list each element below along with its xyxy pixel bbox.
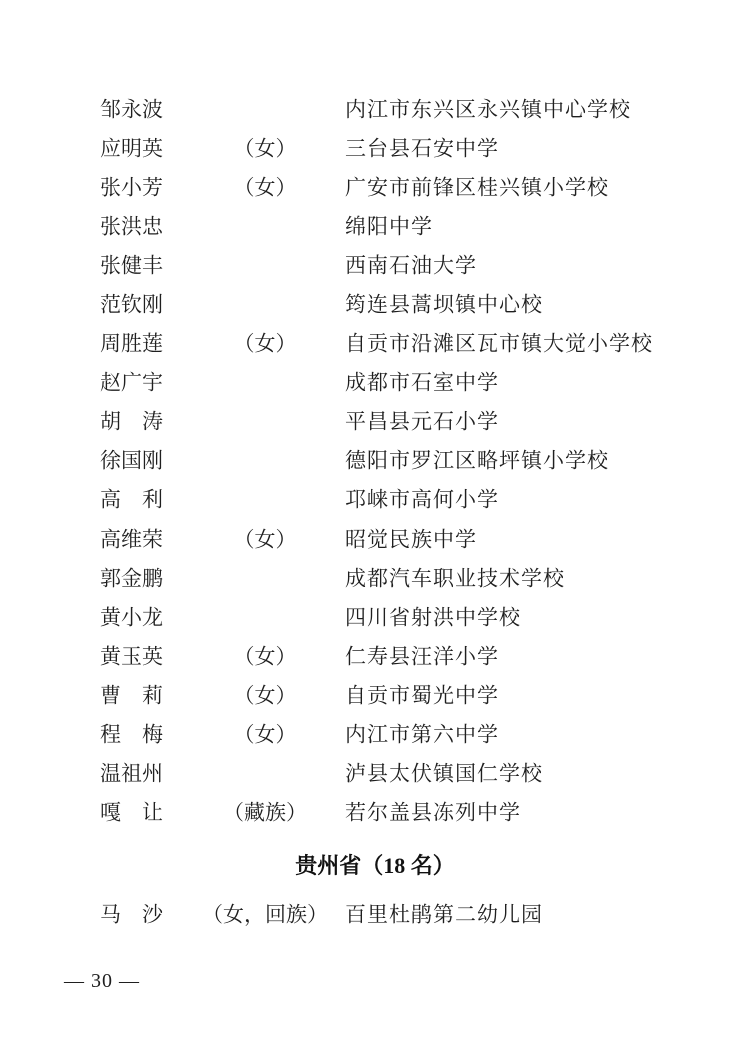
person-name: 黄玉英 <box>100 644 163 669</box>
roster-row <box>0 129 750 168</box>
person-name: 应明英 <box>100 136 163 161</box>
person-note: （女） <box>233 175 297 200</box>
person-name: 高维荣 <box>100 527 163 552</box>
person-organization: 自贡市蜀光中学 <box>345 683 499 708</box>
person-organization: 若尔盖县冻列中学 <box>345 800 521 825</box>
person-name: 范钦刚 <box>100 292 163 317</box>
roster-row <box>0 246 750 285</box>
person-organization: 广安市前锋区桂兴镇小学校 <box>345 175 609 200</box>
roster-row <box>0 403 750 442</box>
person-organization: 泸县太伏镇国仁学校 <box>345 761 543 786</box>
person-organization: 平昌县元石小学 <box>345 409 499 434</box>
person-organization: 内江市第六中学 <box>345 722 499 747</box>
roster-row <box>0 559 750 598</box>
roster-row <box>0 755 750 794</box>
person-name: 曹 莉 <box>100 683 163 708</box>
person-name: 徐国刚 <box>100 448 163 473</box>
person-organization: 筠连县蒿坝镇中心校 <box>345 292 543 317</box>
person-organization: 百里杜鹃第二幼儿园 <box>345 902 543 927</box>
person-note: （女） <box>233 136 297 161</box>
roster-row <box>0 285 750 324</box>
person-name: 马 沙 <box>100 902 163 927</box>
roster-row <box>0 598 750 637</box>
roster-row <box>0 481 750 520</box>
roster-row <box>0 207 750 246</box>
roster-row <box>0 364 750 403</box>
person-name: 周胜莲 <box>100 331 163 356</box>
person-name: 张洪忠 <box>100 214 163 239</box>
roster-row <box>0 168 750 207</box>
person-note: （女） <box>233 527 297 552</box>
person-note: （女） <box>233 331 297 356</box>
roster-row <box>0 895 750 934</box>
roster-row <box>0 716 750 755</box>
person-organization: 德阳市罗江区略坪镇小学校 <box>345 448 609 473</box>
sichuan-roster-list <box>0 90 750 833</box>
roster-row <box>0 90 750 129</box>
person-note: （女） <box>233 722 297 747</box>
person-organization: 内江市东兴区永兴镇中心学校 <box>345 97 631 122</box>
page-number: — 30 — <box>64 970 140 992</box>
person-organization: 自贡市沿滩区瓦市镇大觉小学校 <box>345 331 653 356</box>
person-name: 郭金鹏 <box>100 566 163 591</box>
person-organization: 绵阳中学 <box>345 214 433 239</box>
roster-row <box>0 676 750 715</box>
person-organization: 西南石油大学 <box>345 253 477 278</box>
person-organization: 成都汽车职业技术学校 <box>345 566 565 591</box>
person-note: （藏族） <box>223 800 307 825</box>
person-name: 嘎 让 <box>100 800 163 825</box>
person-organization: 三台县石安中学 <box>345 136 499 161</box>
roster-row <box>0 637 750 676</box>
guizhou-roster-list <box>0 895 750 934</box>
person-name: 张小芳 <box>100 175 163 200</box>
person-organization: 四川省射洪中学校 <box>345 605 521 630</box>
person-name: 张健丰 <box>100 253 163 278</box>
person-name: 赵广宇 <box>100 370 163 395</box>
person-name: 邹永波 <box>100 97 163 122</box>
person-name: 高 利 <box>100 487 163 512</box>
person-organization: 成都市石室中学 <box>345 370 499 395</box>
person-note: （女） <box>233 644 297 669</box>
person-name: 黄小龙 <box>100 605 163 630</box>
roster-row <box>0 794 750 833</box>
person-name: 胡 涛 <box>100 409 163 434</box>
roster-row <box>0 442 750 481</box>
person-organization: 昭觉民族中学 <box>345 527 477 552</box>
person-organization: 仁寿县汪洋小学 <box>345 644 499 669</box>
person-note: （女） <box>233 683 297 708</box>
roster-row <box>0 325 750 364</box>
person-note: （女，回族） <box>202 902 328 927</box>
person-name: 程 梅 <box>100 722 163 747</box>
person-name: 温祖州 <box>100 761 163 786</box>
roster-row <box>0 520 750 559</box>
section-title-guizhou: 贵州省（18 名） <box>295 853 455 878</box>
person-organization: 邛崃市高何小学 <box>345 487 499 512</box>
